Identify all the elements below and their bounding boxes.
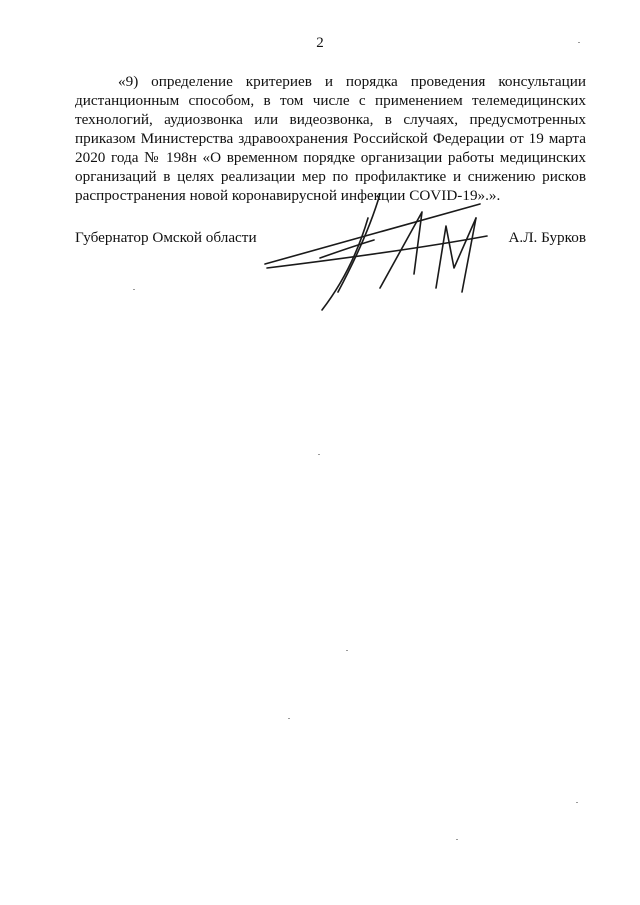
scan-speck <box>318 454 320 455</box>
scan-speck <box>133 289 135 290</box>
amendment-paragraph: «9) определение критериев и порядка проведения консультации дистанционным способом, в том числе с применением телемедицинских технологий, аудиозвонка или видеозвонка, в случаях, предусмотренных приказом Министерства здравоохранения Российской Федерации от 19 марта 2020 года № 198н «О временном порядке организации работы медицинских организаций в целях реализации мер по профилактике и снижению рисков распространения новой коронавирусной инфекции COVID-19».». <box>75 73 586 204</box>
page-number: 2 <box>316 35 324 51</box>
signatory-title: Губернатор Омской области <box>75 229 257 246</box>
scan-speck <box>578 42 580 43</box>
scan-speck <box>346 650 348 651</box>
scan-speck <box>288 718 290 719</box>
handwritten-signature <box>262 188 492 313</box>
signatory-name: А.Л. Бурков <box>508 229 586 246</box>
scan-speck <box>576 802 578 803</box>
scan-speck <box>456 839 458 840</box>
